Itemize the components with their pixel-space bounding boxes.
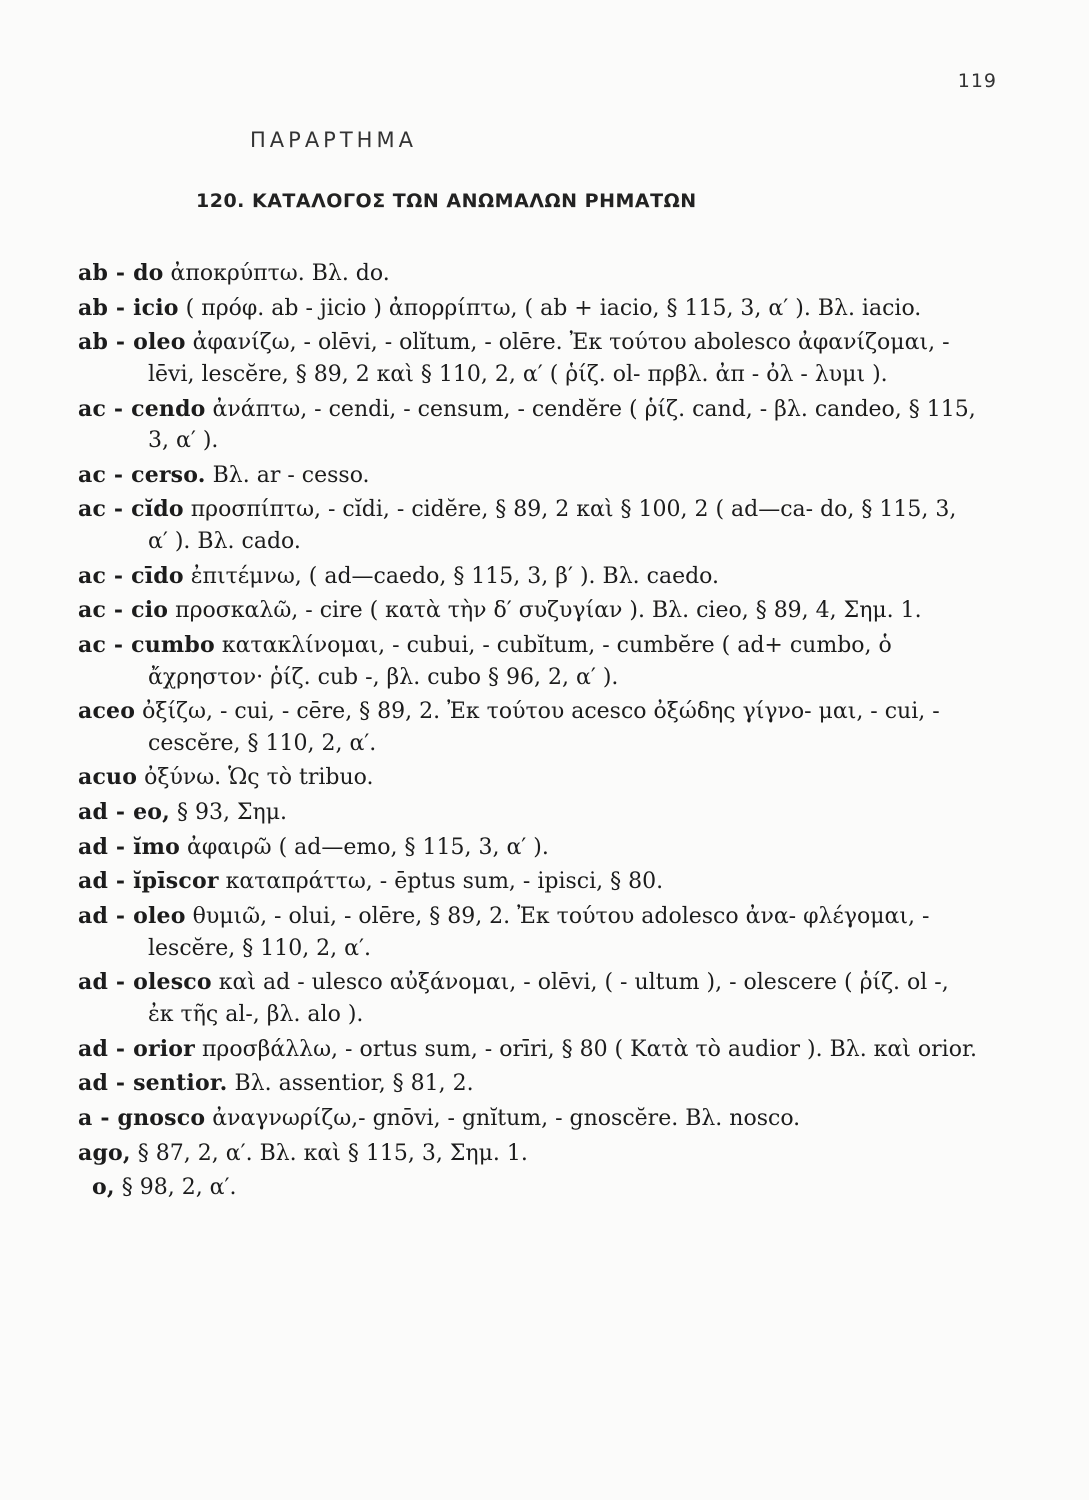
entry-head: ac - cio [78,597,169,624]
appendix-heading: ΠΑΡΑΡΤΗΜΑ [250,128,417,152]
entry-head: ab - oleo [78,329,186,356]
entry-head: ac - cendo [78,395,206,422]
entry-head: ac - cīdo [78,562,184,589]
entry-head: aceo [78,698,136,725]
entry-text: προσκαλῶ, - cire ( κατὰ τὴν δ′ συζυγίαν ). Βλ. cieo, § 89, 4, Σημ. 1. [168,598,922,624]
entry-text: ὀξίζω, - cui, - cēre, § 89, 2. Ἐκ τούτου acesco ὀξώδης γίγνο- μαι, - cui, - cescĕre, § 110, 2, α′. [135,699,940,756]
list-item [78,1172,978,1204]
entry-head: ago, [78,1139,131,1166]
list-item [78,967,978,1030]
list-item [78,696,978,759]
entry-text: κατακλίνομαι, - cubui, - cubĭtum, - cumbĕre ( ad+ cumbo, ὁ ἄχρηστον· ῥίζ. cub -, βλ. cubo § 96, 2, α′ ). [148,633,892,690]
entry-text: ἀφανίζω, - olēvi, - olĭtum, - olēre. Ἐκ τούτου abolesco ἀφανίζομαι, - lēvi, lescĕre, § 89, 2 καὶ § 110, 2, α′ ( ῥίζ. ol- πρβλ. ἀπ - ὀλ - λυμι ). [148,330,950,387]
entry-head: ad - olesco [78,969,212,996]
list-item [78,1034,978,1066]
entry-head: ad - sentior. [78,1070,228,1097]
list-item [78,494,978,557]
entry-text: § 98, 2, α′. [114,1175,237,1201]
entry-text: προσβάλλω, - ortus sum, - orīri, § 80 ( Κατὰ τὸ audior ). Βλ. καὶ orior. [194,1036,978,1062]
list-item [78,595,978,627]
list-item [78,460,978,492]
entry-text: Βλ. ar - cesso. [205,462,370,488]
list-item [78,293,978,325]
entry-text: ( πρόφ. ab - jicio ) ἀπορρίπτω, ( ab + iacio, § 115, 3, α′ ). Βλ. iacio. [178,295,922,321]
page-number: 119 [957,70,997,92]
entry-head: ad - ĭmo [78,833,180,860]
list-item [78,394,978,457]
entry-text: θυμιῶ, - olui, - olēre, § 89, 2. Ἐκ τούτου adolesco ἀνα- φλέγομαι, - lescĕre, § 110, 2, α′. [148,904,930,961]
entry-head: o, [92,1174,115,1201]
verb-list [78,258,978,1207]
list-item [78,797,978,829]
entry-text: ἀναγνωρίζω,- gnōvi, - gnĭtum, - gnoscĕre. Βλ. nosco. [205,1105,801,1131]
list-item [78,258,978,290]
list-item [78,762,978,794]
entry-head: acuo [78,764,138,791]
entry-head: ad - ĭpīscor [78,868,219,895]
entry-text: ἀποκρύπτω. Βλ. do. [163,261,390,286]
entry-text: ἀφαιρῶ ( ad—emo, § 115, 3, α′ ). [180,834,549,860]
entry-text: ἀνάπτω, - cendi, - censum, - cendĕre ( ῥίζ. cand, - βλ. candeo, § 115, 3, α′ ). [148,396,976,454]
entry-head: ad - oleo [78,903,186,930]
entry-text: ἐπιτέμνω, ( ad—caedo, § 115, 3, β′ ). Βλ. caedo. [183,563,720,589]
entry-head: ab - do [78,260,164,286]
entry-head: ac - cumbo [78,632,215,658]
entry-head: ad - eo, [78,799,171,826]
list-item [78,1103,978,1135]
entry-text: § 93, Σημ. [170,800,288,826]
list-item [78,561,978,593]
entry-text: προσπίπτω, - cĭdi, - cidĕre, § 89, 2 καὶ § 100, 2 ( ad—ca- do, § 115, 3, α′ ). Βλ. cado. [148,497,957,554]
entry-head: ac - cerso. [78,461,206,488]
list-item [78,866,978,898]
entry-text: καταπράττω, - ēptus sum, - ipisci, § 80. [218,869,664,895]
entry-head: a - gnosco [78,1104,206,1131]
entry-text: καὶ ad - ulesco αὐξάνομαι, - olēvi, ( - ultum ), - olescere ( ῥίζ. ol -, ἐκ τῆς al-, βλ. alo ). [148,970,949,1027]
list-item [78,630,978,693]
entry-head: ab - icio [78,294,179,321]
list-item [78,832,978,864]
list-item [78,1068,978,1100]
list-item [78,901,978,964]
entry-text: Βλ. assentior, § 81, 2. [227,1071,474,1097]
section-title: 120. ΚΑΤΑΛΟΓΟΣ ΤΩΝ ΑΝΩΜΑΛΩΝ ΡΗΜΑΤΩΝ [196,190,697,212]
entry-head: ac - cĭdo [78,496,184,523]
list-item [78,1138,978,1170]
entry-text: § 87, 2, α′. Βλ. καὶ § 115, 3, Σημ. 1. [130,1140,528,1166]
list-item [78,327,978,390]
entry-head: ad - orior [78,1035,195,1062]
entry-text: ὀξύνω. Ὡς τὸ tribuo. [137,765,374,791]
